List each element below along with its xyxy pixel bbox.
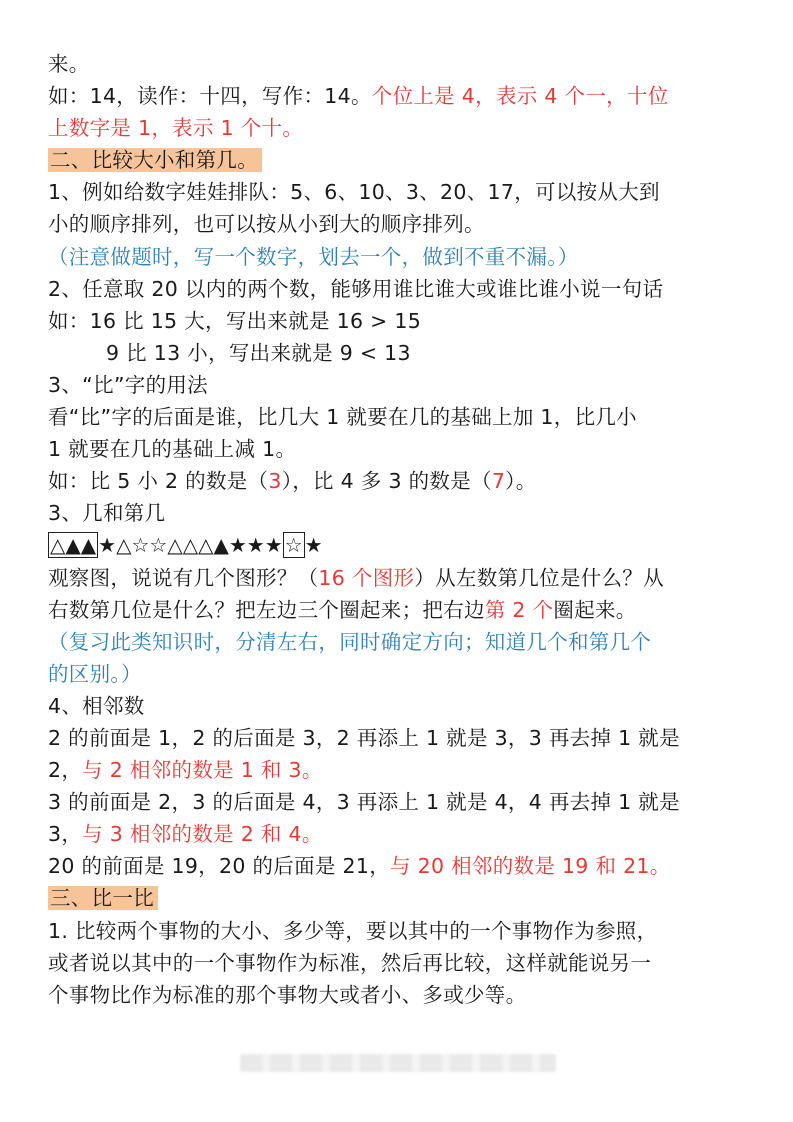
text-segment: ）从左数第几位是什么？从 [414, 565, 664, 590]
text-line: 如：16 比 15 大，写出来就是 16 > 15 [48, 308, 422, 333]
shape-last: ★ [304, 533, 323, 558]
section-heading-text: 三、比一比 [48, 886, 158, 910]
text-line [48, 562, 748, 594]
emphasis-text: 与 2 相邻的数是 1 和 3。 [82, 758, 323, 783]
answer-text: 16 个图形 [318, 565, 415, 590]
text-line [48, 80, 748, 112]
text-segment: 右数第几位是什么？把左边三个圈起来；把右边 [48, 597, 485, 622]
text-line: 3 的前面是 2，3 的后面是 4，3 再添上 1 就是 4，4 再去掉 1 就是 [48, 790, 680, 815]
boxed-shape-right: ☆ [284, 533, 303, 558]
subheading: 3、几和第几 [48, 501, 166, 526]
text-line: 来。 [48, 52, 90, 76]
text-line: 1 就要在几的基础上减 1。 [48, 437, 297, 462]
text-line [48, 850, 748, 882]
emphasis-text: 个位上是 4，表示 4 个一，十位 [371, 84, 669, 109]
text-line [48, 754, 748, 786]
text-segment: 如：比 5 小 2 的数是（ [48, 469, 269, 494]
emphasis-line: 上数字是 1，表示 1 个十。 [48, 116, 304, 141]
text-line: 看“比”字的后面是谁，比几大 1 就要在几的基础上加 1，比几小 [48, 405, 637, 430]
example-text: 如：14，读作：十四，写作：14。 [48, 84, 372, 109]
answer-text: 第 2 个 [484, 597, 554, 622]
text-line: 个事物比作为标准的那个事物大或者小、多或少等。 [48, 982, 527, 1007]
shapes-middle: ★△☆☆△△△▲★★★ [98, 533, 283, 558]
answer-text: 3 [268, 469, 282, 494]
note-line: 的区别。） [48, 661, 142, 686]
subheading: 4、相邻数 [48, 693, 145, 718]
text-segment: 观察图，说说有几个图形？（ [48, 565, 319, 590]
document-page [48, 48, 748, 1011]
note-line: （注意做题时，写一个数字，划去一个，做到不重不漏。） [48, 244, 579, 269]
emphasis-text: 与 3 相邻的数是 2 和 4。 [82, 822, 323, 847]
text-segment: 圈起来。 [553, 597, 637, 622]
section-heading-2 [48, 144, 748, 176]
example-line [48, 465, 748, 497]
subheading: 3、“比”字的用法 [48, 372, 208, 397]
text-segment: 3， [48, 822, 83, 847]
text-line [48, 594, 748, 626]
section-heading-text: 二、比较大小和第几。 [48, 148, 262, 172]
text-segment: ），比 4 多 3 的数是（ [281, 469, 492, 494]
text-line: 或者说以其中的一个事物作为标准，然后再比较，这样就能说另一 [48, 950, 652, 975]
boxed-shapes-left: △▲▲ [50, 533, 97, 558]
text-line: 小的顺序排列，也可以按从小到大的顺序排列。 [48, 212, 485, 237]
shape-sequence [48, 529, 748, 561]
blurred-footer-watermark [240, 1054, 556, 1072]
section-heading-3 [48, 882, 748, 914]
text-line [48, 818, 748, 850]
text-line: 1. 比较两个事物的大小、多少等，要以其中的一个事物作为参照， [48, 918, 658, 943]
text-line: 1、例如给数字娃娃排队：5、6、10、3、20、17，可以按从大到 [48, 180, 660, 205]
text-segment: 20 的前面是 19，20 的后面是 21， [48, 854, 391, 879]
emphasis-text: 与 20 相邻的数是 19 和 21。 [390, 854, 671, 879]
text-line: 2、任意取 20 以内的两个数，能够用谁比谁大或谁比谁小说一句话 [48, 276, 664, 301]
text-segment: 2， [48, 758, 83, 783]
answer-text: 7 [491, 469, 506, 494]
note-line: （复习此类知识时，分清左右，同时确定方向；知道几个和第几个 [48, 629, 652, 654]
text-line: 2 的前面是 1，2 的后面是 3，2 再添上 1 就是 3，3 再去掉 1 就是 [48, 725, 680, 750]
text-segment: ）。 [505, 469, 537, 494]
text-line: 9 比 13 小，写出来就是 9 < 13 [106, 340, 411, 365]
